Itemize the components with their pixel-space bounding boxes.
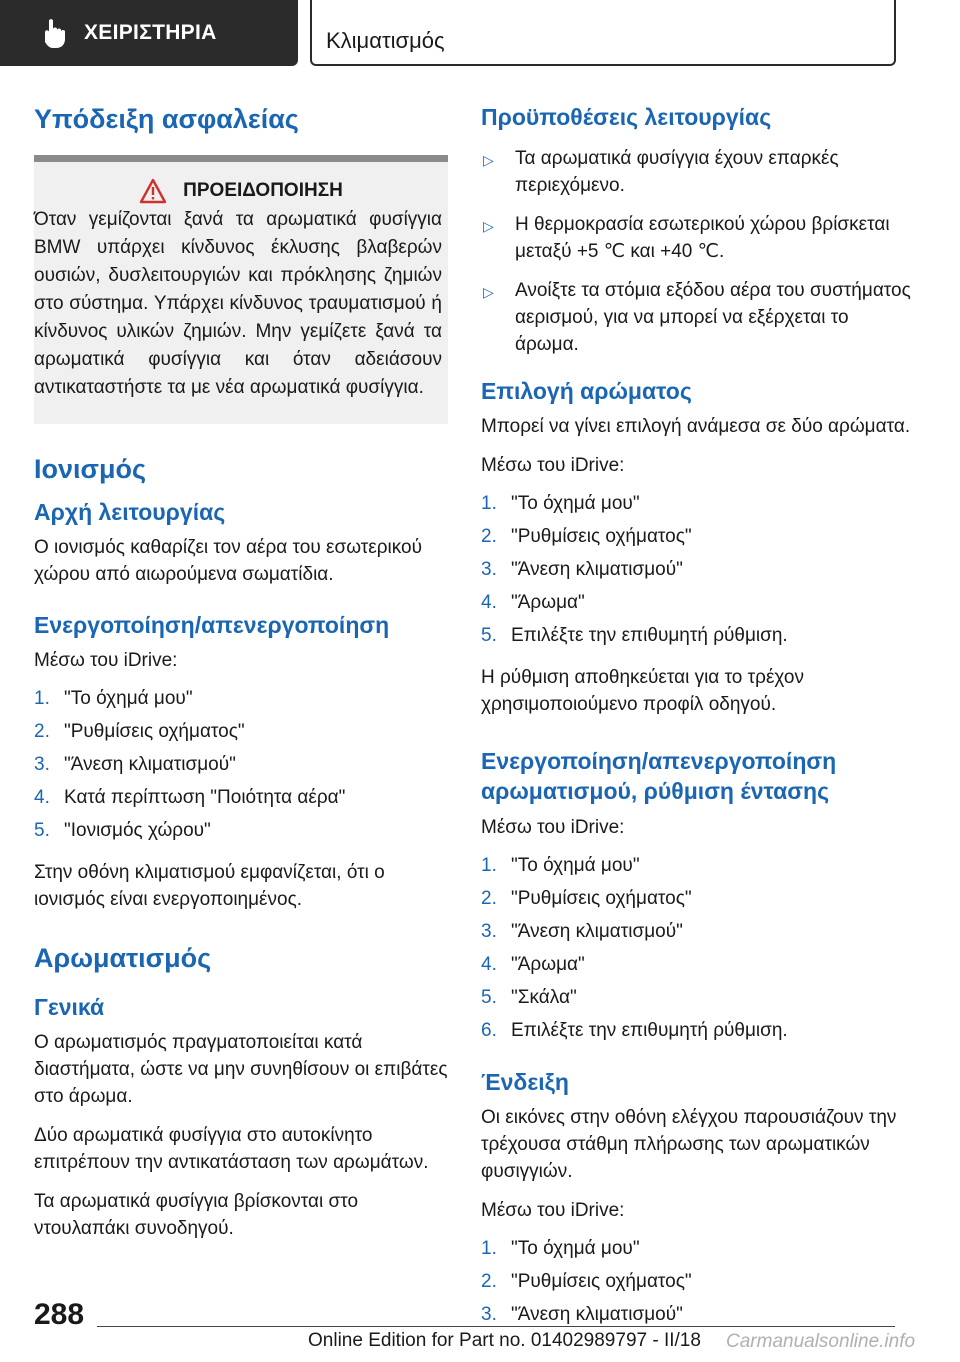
safety-heading: Υπόδειξη ασφαλείας xyxy=(34,104,299,134)
via-idrive-text: Μέσω του iDrive: xyxy=(481,455,625,476)
left-column xyxy=(34,100,448,1254)
ionization-heading: Ιονισμός xyxy=(34,454,147,484)
list-item: 4. Κατά περίπτωση "Ποιότητα αέρα" xyxy=(34,787,346,808)
list-item: 3. "Άνεση κλιματισμού" xyxy=(481,1304,683,1325)
list-item: 5. "Ιονισμός χώρου" xyxy=(34,820,211,841)
list-item: 1. "Το όχημά μου" xyxy=(481,493,640,514)
intensity-heading xyxy=(481,746,911,806)
hand-pointer-icon xyxy=(36,15,72,51)
list-item: 4. "Άρωμα" xyxy=(481,954,585,975)
triangle-bullet-icon: ▷ xyxy=(483,152,494,168)
display-steps xyxy=(481,1232,911,1331)
via-idrive-text: Μέσω του iDrive: xyxy=(481,1200,625,1221)
warning-text: Όταν γεμίζονται ξανά τα αρωματικά φυσίγγια BMW υπάρχει κίνδυνος έκλυσης βλαβερών ουσιών, δυσλειτουργιών και πρόκλησης ζημιών στο σύστημα. Υπάρχει κίνδυνος τραυματισμού ή κίνδυνος υλικών ζημιών. Μην γεμίζετε ξανά τα αρωματικά φυσίγγια και όταν αδειάσουν αντικαταστήστε τα με νέα αρωματικά φυσίγγια. xyxy=(34,209,442,398)
general-heading: Γενικά xyxy=(34,994,105,1020)
triangle-bullet-icon: ▷ xyxy=(483,218,494,234)
page-number: 288 xyxy=(34,1298,85,1331)
via-idrive-text: Μέσω του iDrive: xyxy=(481,817,625,838)
warning-triangle-icon xyxy=(139,178,167,204)
list-item: ▷ Ανοίξτε τα στόμια εξόδου αέρα του συστήματος αερισμού, για να μπορεί να εξέρχεται το άρωμα. xyxy=(481,277,911,358)
list-item: 4. "Άρωμα" xyxy=(481,592,585,613)
display-text: Οι εικόνες στην οθόνη ελέγχου παρουσιάζουν την τρέχουσα στάθμη πλήρωσης των αρωματικών φυσιγγιών. xyxy=(481,1107,897,1182)
edition-text: Online Edition for Part no. 01402989797 - II/18 xyxy=(308,1330,701,1351)
list-item: 5. "Σκάλα" xyxy=(481,987,577,1008)
intensity-steps xyxy=(481,849,911,1047)
ionization-status-text: Στην οθόνη κλιματισμού εμφανίζεται, ότι ο ιονισμός είναι ενεργοποιημένος. xyxy=(34,862,385,910)
chapter-title: Κλιματισμός xyxy=(326,28,445,53)
list-item: 6. Επιλέξτε την επιθυμητή ρύθμιση. xyxy=(481,1020,788,1041)
list-item: 3. "Άνεση κλιματισμού" xyxy=(34,754,236,775)
list-item: 3. "Άνεση κλιματισμού" xyxy=(481,559,683,580)
list-item: 1. "Το όχημά μου" xyxy=(34,688,193,709)
list-item: ▷ Η θερμοκρασία εσωτερικού χώρου βρίσκεται μεταξύ +5 ℃ και +40 ℃. xyxy=(481,211,911,265)
list-item: 2. "Ρυθμίσεις οχήματος" xyxy=(34,721,245,742)
list-item: 1. "Το όχημά μου" xyxy=(481,1238,640,1259)
manual-section-tab xyxy=(0,0,298,66)
principle-text: Ο ιονισμός καθαρίζει τον αέρα του εσωτερικού χώρου από αιωρούμενα σωματίδια. xyxy=(34,537,422,585)
watermark-text: Carmanualsonline.info xyxy=(726,1331,916,1352)
general-text-1: Ο αρωματισμός πραγματοποιείται κατά διαστήματα, ώστε να μην συνηθίσουν οι επιβάτες στο άρωμα. xyxy=(34,1032,448,1107)
list-item: 2. "Ρυθμίσεις οχήματος" xyxy=(481,526,692,547)
page-header xyxy=(0,0,960,66)
profile-saved-text: Η ρύθμιση αποθηκεύεται για το τρέχον χρησιμοποιούμενο προφίλ οδηγού. xyxy=(481,667,804,715)
footer-divider xyxy=(97,1326,895,1327)
general-text-3: Τα αρωματικά φυσίγγια βρίσκονται στο ντουλαπάκι συνοδηγού. xyxy=(34,1191,359,1239)
select-aroma-text: Μπορεί να γίνει επιλογή ανάμεσα σε δύο αρώματα. xyxy=(481,416,911,437)
list-item: 5. Επιλέξτε την επιθυμητή ρύθμιση. xyxy=(481,625,788,646)
intensity-heading-line-1: Ενεργοποίηση/απενεργοποίηση xyxy=(481,748,837,774)
via-idrive-text: Μέσω του iDrive: xyxy=(34,650,178,671)
chapter-box xyxy=(310,0,896,66)
warning-box xyxy=(34,155,448,424)
select-aroma-steps xyxy=(481,487,911,652)
intensity-heading-line-2: αρωματισμού, ρύθμιση έντασης xyxy=(481,778,830,804)
warning-title: ΠΡΟΕΙΔΟΠΟΙΗΣΗ xyxy=(183,180,343,201)
prerequisites-heading: Προϋποθέσεις λειτουργίας xyxy=(481,104,772,130)
activation-heading: Ενεργοποίηση/απενεργοποίηση xyxy=(34,612,390,638)
list-item: 2. "Ρυθμίσεις οχήματος" xyxy=(481,1271,692,1292)
general-text-2: Δύο αρωματικά φυσίγγια στο αυτοκίνητο επιτρέπουν την αντικατάσταση των αρωμάτων. xyxy=(34,1125,429,1173)
list-item: ▷ Τα αρωματικά φυσίγγια έχουν επαρκές περιεχόμενο. xyxy=(481,145,911,199)
prerequisites-list xyxy=(481,145,911,358)
list-item: 1. "Το όχημά μου" xyxy=(481,855,640,876)
triangle-bullet-icon: ▷ xyxy=(483,284,494,300)
select-aroma-heading: Επιλογή αρώματος xyxy=(481,378,692,404)
principle-heading: Αρχή λειτουργίας xyxy=(34,499,226,525)
ionization-steps xyxy=(34,682,448,847)
right-column xyxy=(481,100,911,1343)
display-heading: Ένδειξη xyxy=(481,1069,569,1095)
warning-header xyxy=(34,178,448,204)
aroma-heading: Αρωματισμός xyxy=(34,943,212,973)
list-item: 2. "Ρυθμίσεις οχήματος" xyxy=(481,888,692,909)
manual-label: ΧΕΙΡΙΣΤΗΡΙΑ xyxy=(84,21,217,44)
list-item: 3. "Άνεση κλιματισμού" xyxy=(481,921,683,942)
